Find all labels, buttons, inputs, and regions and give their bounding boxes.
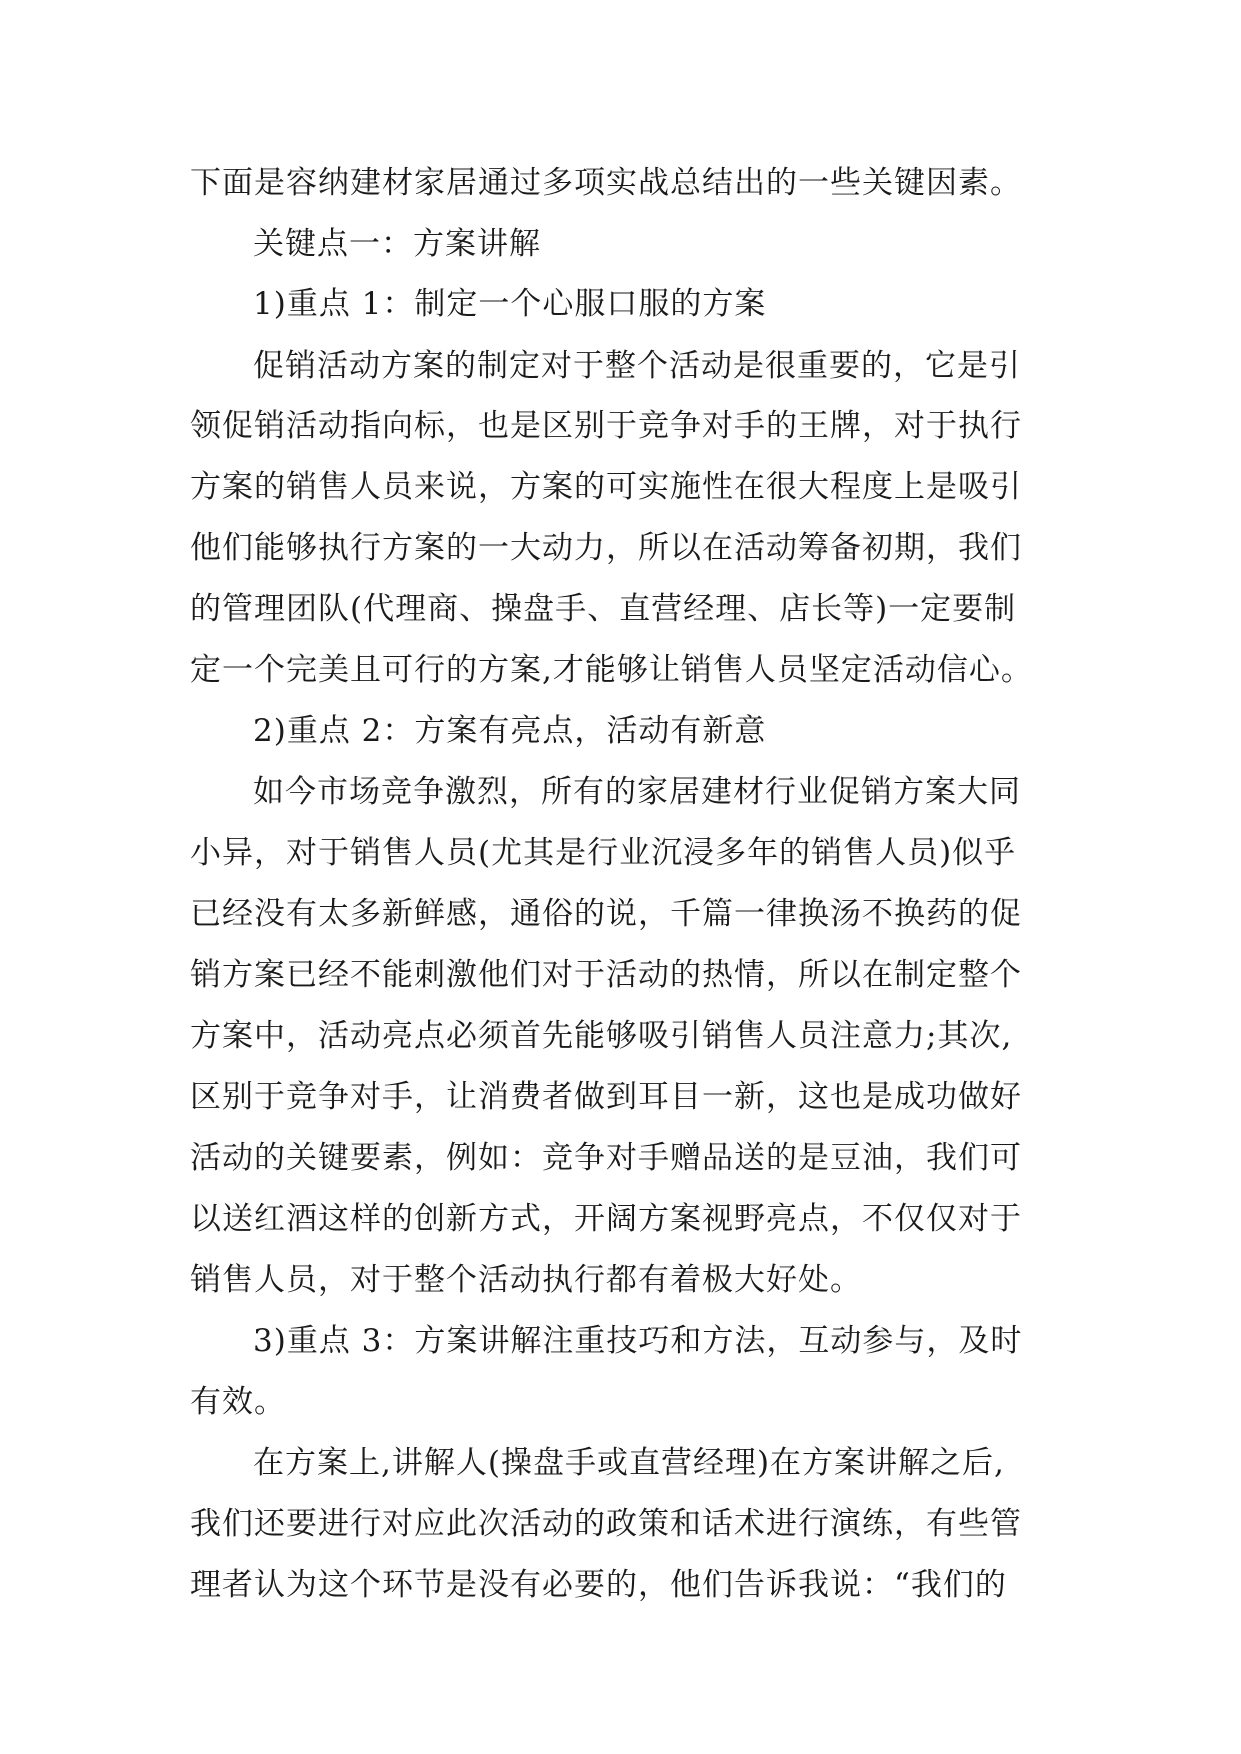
paragraph-line: 方案的销售人员来说，方案的可实施性在很大程度上是吸引 xyxy=(190,469,1022,505)
paragraph-line: 活动的关键要素，例如：竞争对手赠品送的是豆油，我们可 xyxy=(190,1140,1022,1176)
paragraph-line: 定一个完美且可行的方案,才能够让销售人员坚定活动信心。 xyxy=(190,652,1033,688)
paragraph-line: 销方案已经不能刺激他们对于活动的热情，所以在制定整个 xyxy=(190,957,1022,993)
paragraph-line: 如今市场竞争激烈，所有的家居建材行业促销方案大同 xyxy=(253,774,1021,810)
paragraph-line: 促销活动方案的制定对于整个活动是很重要的，它是引 xyxy=(253,348,1021,384)
paragraph-line: 有效。 xyxy=(190,1384,286,1420)
paragraph-line: 理者认为这个环节是没有必要的，他们告诉我说：“我们的 xyxy=(190,1567,1007,1603)
paragraph-line: 以送红酒这样的创新方式，开阔方案视野亮点，不仅仅对于 xyxy=(190,1201,1022,1237)
subheading: 3)重点 3：方案讲解注重技巧和方法，互动参与，及时 xyxy=(253,1323,1023,1359)
paragraph-line: 领促销活动指向标，也是区别于竞争对手的王牌，对于执行 xyxy=(190,408,1022,444)
paragraph-line: 我们还要进行对应此次活动的政策和话术进行演练，有些管 xyxy=(190,1506,1022,1542)
paragraph-line: 方案中，活动亮点必须首先能够吸引销售人员注意力;其次, xyxy=(190,1018,1013,1054)
paragraph-line: 小异，对于销售人员(尤其是行业沉浸多年的销售人员)似乎 xyxy=(190,835,1017,871)
paragraph-line: 在方案上,讲解人(操盘手或直营经理)在方案讲解之后, xyxy=(253,1445,1005,1481)
paragraph-line: 销售人员，对于整个活动执行都有着极大好处。 xyxy=(190,1262,862,1298)
paragraph-line: 已经没有太多新鲜感，通俗的说，千篇一律换汤不换药的促 xyxy=(190,896,1022,932)
paragraph-line: 下面是容纳建材家居通过多项实战总结出的一些关键因素。 xyxy=(190,165,1022,201)
subheading: 2)重点 2：方案有亮点，活动有新意 xyxy=(253,713,767,749)
subheading: 1)重点 1：制定一个心服口服的方案 xyxy=(253,286,767,322)
section-heading: 关键点一：方案讲解 xyxy=(253,226,541,262)
paragraph-line: 的管理团队(代理商、操盘手、直营经理、店长等)一定要制 xyxy=(190,591,1017,627)
paragraph-line: 区别于竞争对手，让消费者做到耳目一新，这也是成功做好 xyxy=(190,1079,1022,1115)
paragraph-line: 他们能够执行方案的一大动力，所以在活动筹备初期，我们 xyxy=(190,530,1022,566)
